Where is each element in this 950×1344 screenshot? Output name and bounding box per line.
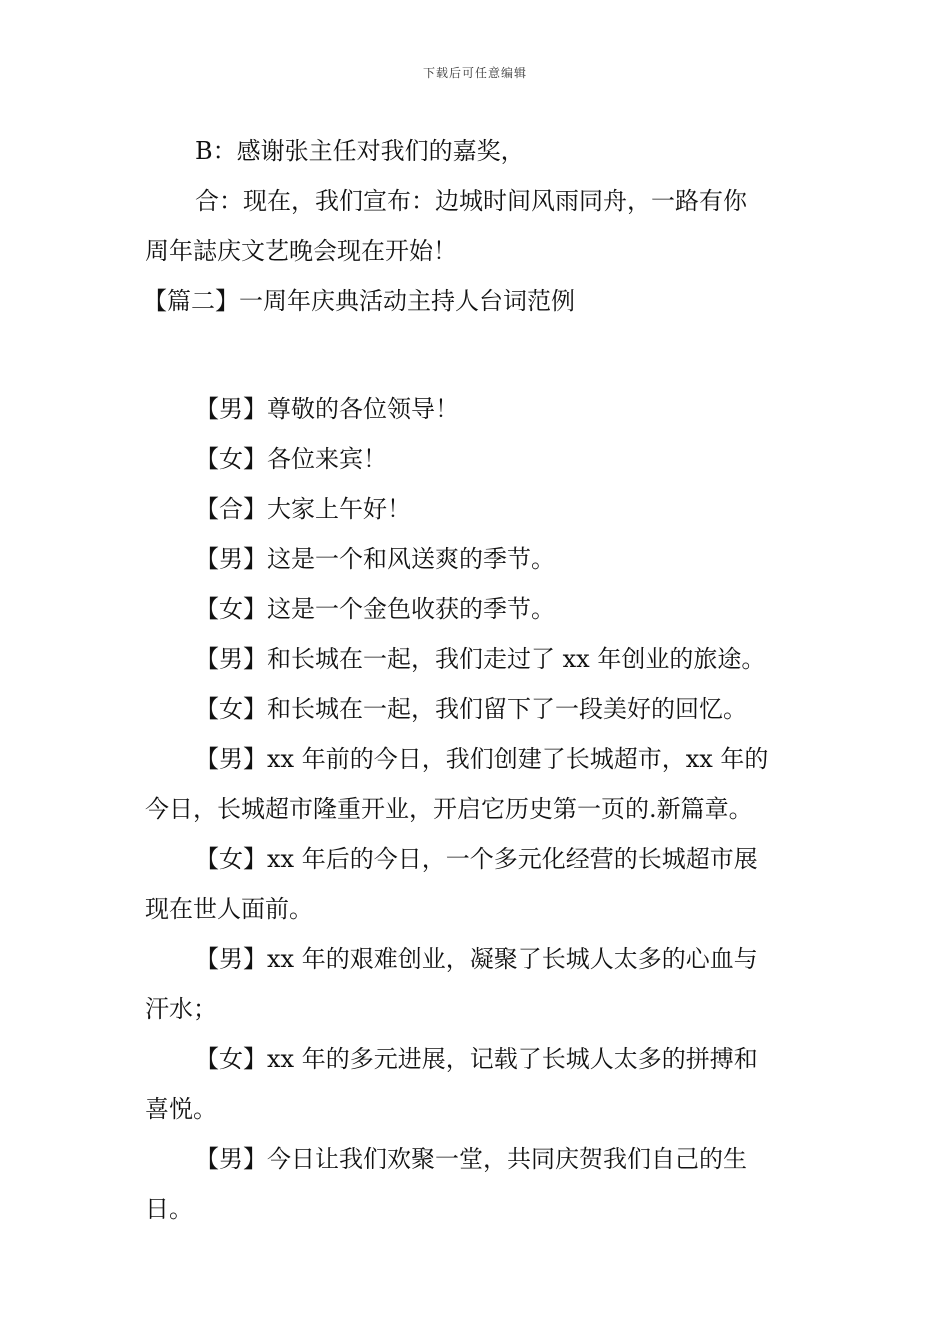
dialogue-line: 【男】和长城在一起，我们走过了 xx 年创业的旅途。	[195, 645, 766, 673]
dialogue-line: 【男】尊敬的各位领导！	[195, 395, 459, 423]
text-line: B：感谢张主任对我们的嘉奖，	[195, 137, 525, 165]
document-body	[145, 126, 810, 1234]
dialogue-line-continued: 日。	[145, 1195, 193, 1223]
dialogue-line: 【女】xx 年后的今日，一个多元化经营的长城超市展	[195, 845, 758, 873]
dialogue-line: 【女】这是一个金色收获的季节。	[195, 595, 555, 623]
dialogue-line-continued: 喜悦。	[145, 1095, 217, 1123]
dialogue-line: 【男】这是一个和风送爽的季节。	[195, 545, 555, 573]
dialogue-line: 【女】xx 年的多元进展，记载了长城人太多的拼搏和	[195, 1045, 758, 1073]
section-heading: 【篇二】一周年庆典活动主持人台词范例	[143, 287, 575, 315]
spacer	[145, 326, 810, 384]
dialogue-line-continued: 现在世人面前。	[145, 895, 313, 923]
dialogue-line: 【合】大家上午好！	[195, 495, 411, 523]
text-line: 周年誌庆文艺晚会现在开始！	[145, 237, 457, 265]
dialogue-line: 【男】xx 年的艰难创业，凝聚了长城人太多的心血与	[195, 945, 758, 973]
dialogue-line: 【男】今日让我们欢聚一堂，共同庆贺我们自己的生	[195, 1145, 747, 1173]
dialogue-line: 【女】和长城在一起，我们留下了一段美好的回忆。	[195, 695, 747, 723]
dialogue-line: 【男】xx 年前的今日，我们创建了长城超市，xx 年的	[195, 745, 769, 773]
text-line: 合：现在，我们宣布：边城时间风雨同舟，一路有你	[195, 187, 747, 215]
dialogue-line-continued: 今日，长城超市隆重开业，开启它历史第一页的.新篇章。	[145, 795, 753, 823]
dialogue-line-continued: 汗水；	[145, 995, 217, 1023]
dialogue-line: 【女】各位来宾！	[195, 445, 387, 473]
page-header-note: 下载后可任意编辑	[422, 66, 527, 80]
